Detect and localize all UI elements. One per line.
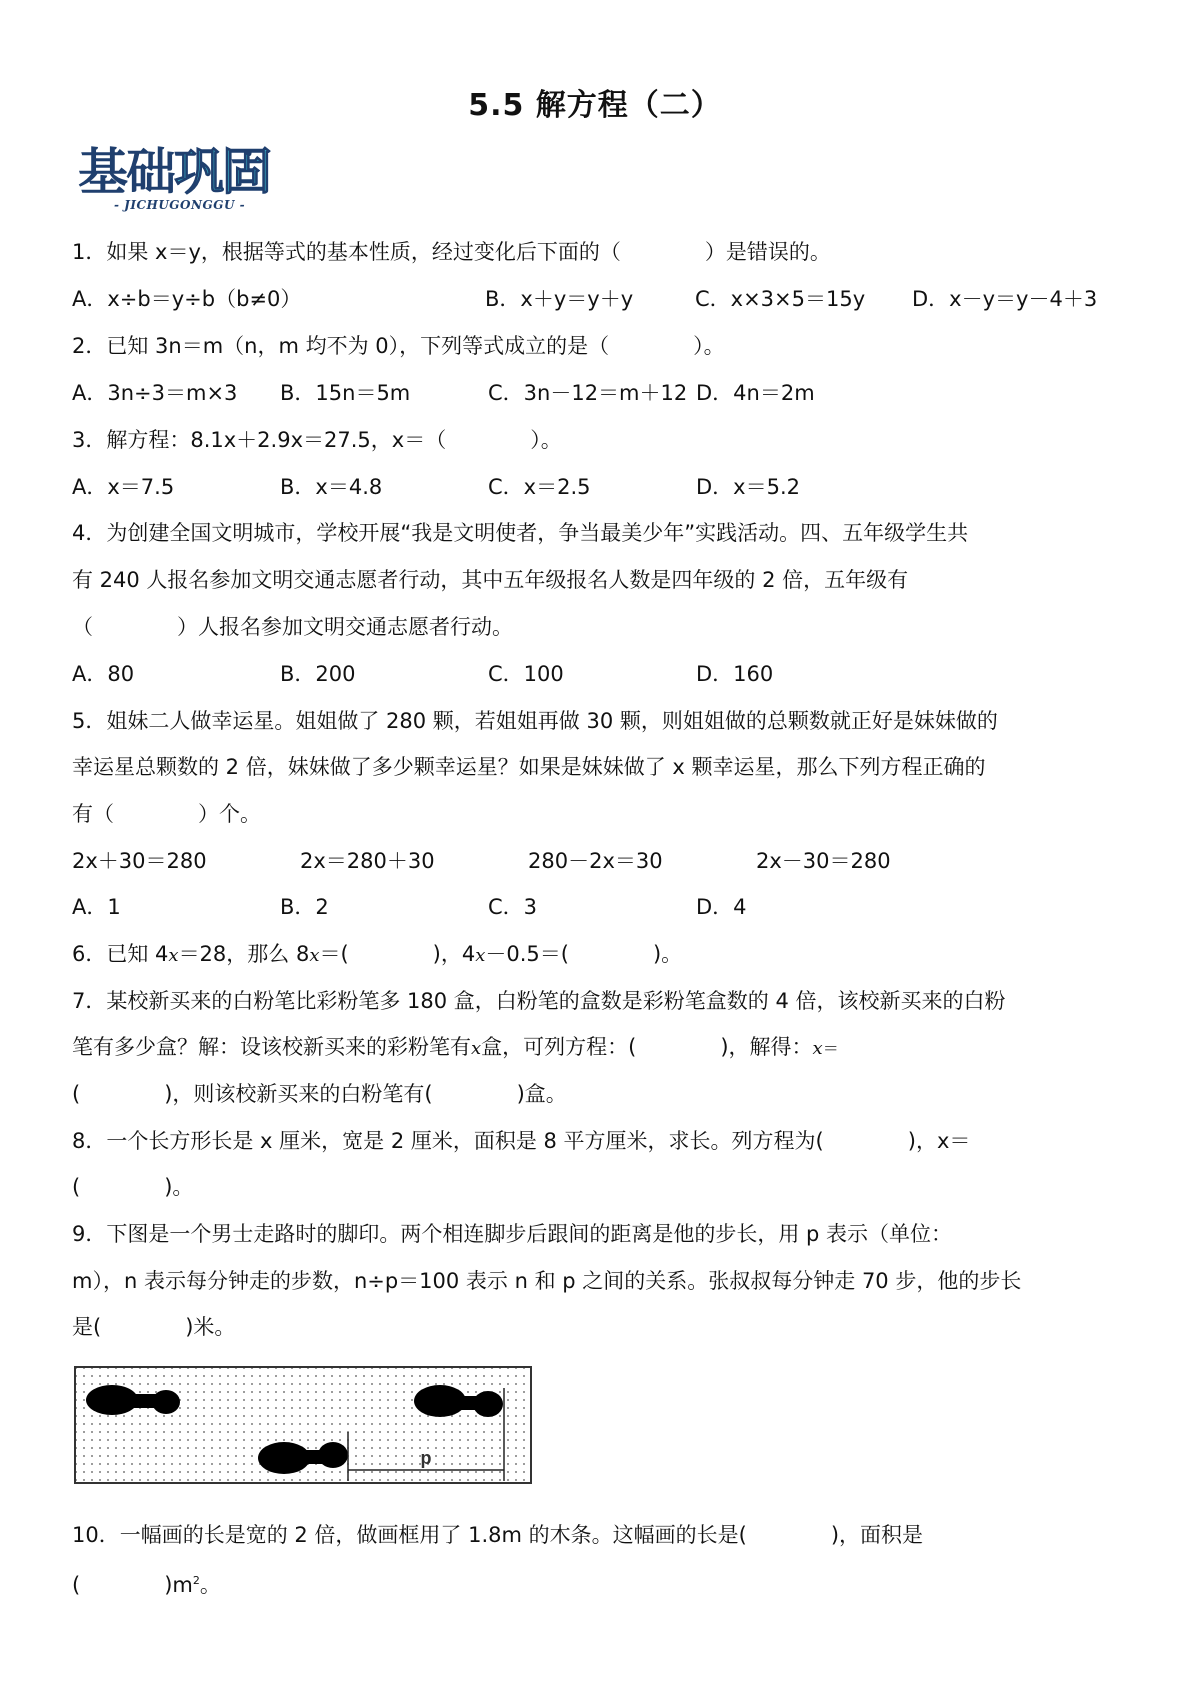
footprints-figure [74,1366,532,1484]
question-5-line-3: 有（ ）个。 [72,802,261,826]
q2-option-b: B．15n＝5m [280,381,411,405]
q5-equation-4: 2x－30＝280 [756,849,891,873]
variable-x: x [812,1038,823,1059]
question-2-text: 2．已知 3n＝m（n，m 均不为 0），下列等式成立的是（ ）。 [72,334,725,358]
q1-option-b: B．x＋y＝y＋y [485,287,634,311]
badge-subtitle: - JICHUGONGGU - [114,198,246,212]
question-10-line-2: ( )$m^2$。 [72,1573,221,1597]
question-7-line-3: ( )，则该校新买来的白粉笔有( )盒。 [72,1082,567,1106]
question-9-line-2: m），n 表示每分钟走的步数，n÷p＝100 表示 n 和 p 之间的关系。张叔叔每分钟走 70 步，他的步长 [72,1269,1022,1293]
badge-text-dark: 基础 [78,143,174,201]
badge-text-light: 巩固 [174,143,270,201]
q4-option-c: C．100 [488,662,564,686]
question-5-line-2: 幸运星总颗数的 2 倍，妹妹做了多少颗幸运星？如果是妹妹做了 x 颗幸运星，那么下列方程正确的 [72,755,986,779]
q2-option-d: D．4n＝2m [696,381,815,405]
q3-option-b: B．x＝4.8 [280,475,383,499]
q5-equation-3: 280－2x＝30 [528,849,663,873]
question-4-line-3: （ ）人报名参加文明交通志愿者行动。 [72,615,513,639]
q4-option-b: B．200 [280,662,356,686]
q1-option-c: C．x×3×5＝15y [695,287,866,311]
q2-option-c: C．3n－12＝m＋12 [488,381,688,405]
question-7-line-2: 笔有多少盒？解：设该校新买来的彩粉笔有x盒，可列方程：( )，解得：x＝ [72,1035,839,1059]
question-10-line-1: 10．一幅画的长是宽的 2 倍，做画框用了 1.8m 的木条。这幅画的长是( )，面积是 [72,1523,924,1547]
q1-option-d: D．x－y＝y－4＋3 [912,287,1098,311]
page-title: 5.5 解方程（二） [468,88,722,123]
question-9-line-1: 9．下图是一个男士走路时的脚印。两个相连脚步后跟间的距离是他的步长，用 p 表示（单位： [72,1222,953,1246]
q5-option-b: B．2 [280,895,329,919]
badge-text [78,144,270,200]
q3-option-c: C．x＝2.5 [488,475,591,499]
q4-option-a: A．80 [72,662,135,686]
q5-option-d: D．4 [696,895,747,919]
q4-option-d: D．160 [696,662,774,686]
q1-option-a: A．x÷b＝y÷b（b≠0） [72,287,302,311]
q5-option-c: C．3 [488,895,538,919]
q5-option-a: A．1 [72,895,121,919]
question-7-line-1: 7．某校新买来的白粉笔比彩粉笔多 180 盒，白粉笔的盒数是彩粉笔盒数的 4 倍，该校新买来的白粉 [72,989,1006,1013]
q2-option-a: A．3n÷3＝m×3 [72,381,238,405]
section-badge [78,144,293,214]
question-8-line-1: 8．一个长方形长是 x 厘米，宽是 2 厘米，面积是 8 平方厘米，求长。列方程为( )，x＝ [72,1129,971,1153]
q5-equation-2: 2x＝280＋30 [300,849,435,873]
variable-x: x [475,945,486,966]
question-4-line-1: 4．为创建全国文明城市，学校开展“我是文明使者，争当最美少年”实践活动。四、五年级学生共 [72,521,969,545]
q5-equation-1: 2x＋30＝280 [72,849,207,873]
q3-option-a: A．x＝7.5 [72,475,175,499]
question-3-text: 3．解方程：8.1x＋2.9x＝27.5，x＝（ ）。 [72,428,562,452]
question-6-text: 6．已知 4x＝28，那么 8x＝( )，4x－0.5＝( )。 [72,942,683,966]
question-1-text: 1．如果 x＝y，根据等式的基本性质，经过变化后下面的（ ）是错误的。 [72,240,831,264]
question-4-line-2: 有 240 人报名参加文明交通志愿者行动，其中五年级报名人数是四年级的 2 倍，五年级有 [72,568,909,592]
question-9-line-3: 是( )米。 [72,1315,236,1339]
question-5-line-1: 5．姐妹二人做幸运星。姐姐做了 280 颗，若姐姐再做 30 颗，则姐姐做的总颗数就正好是妹妹做的 [72,709,998,733]
q3-option-d: D．x＝5.2 [696,475,800,499]
variable-x: x [168,945,179,966]
question-8-line-2: ( )。 [72,1175,194,1199]
variable-x: x [309,945,320,966]
variable-x: x [471,1038,482,1059]
step-length-label: p [420,1448,432,1468]
